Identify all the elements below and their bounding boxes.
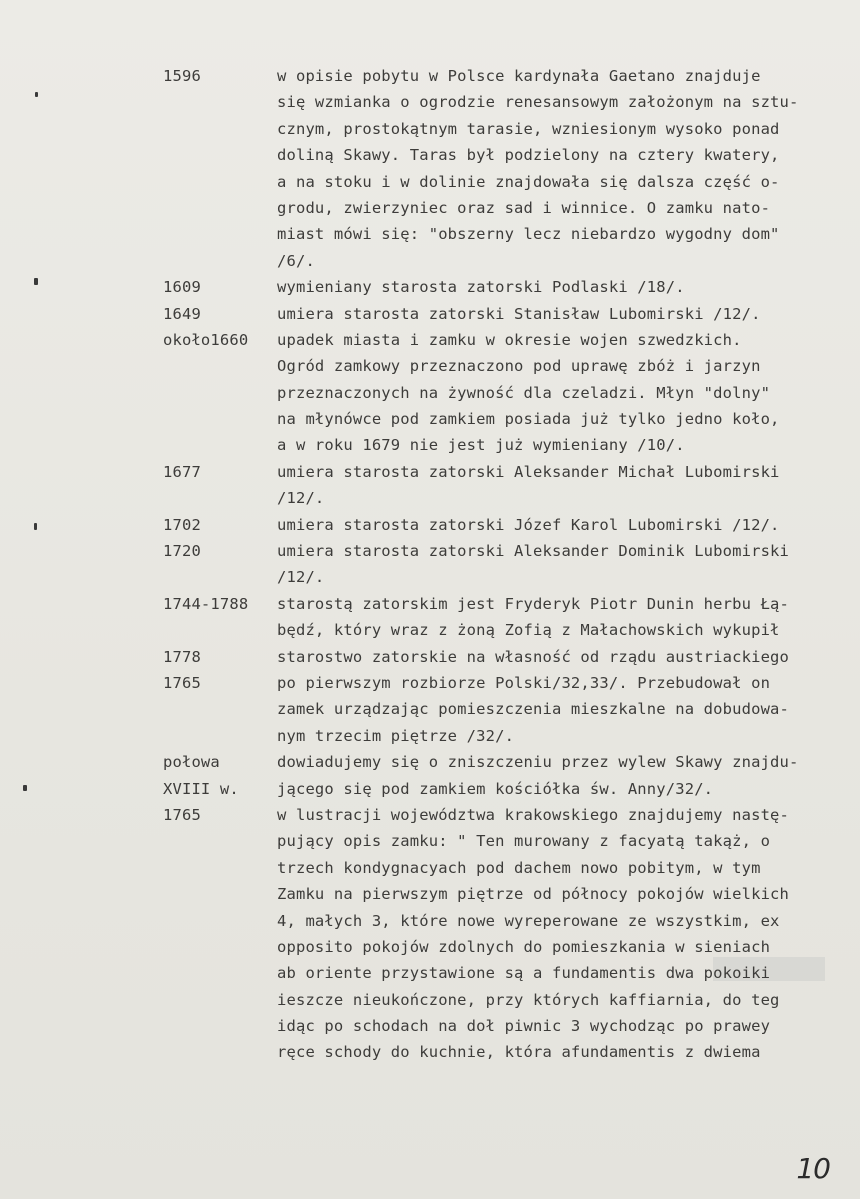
entry-line [0, 1039, 860, 1065]
entry-line [0, 855, 860, 881]
entry-line [0, 380, 860, 406]
entry-text: cznym, prostokątnym tarasie, wzniesionym wysoko ponad [277, 119, 780, 138]
entry-line [0, 960, 860, 986]
entry-text: po pierwszym rozbiorze Polski/32,33/. Przebudował on [277, 673, 771, 692]
entry-text: umiera starosta zatorski Stanisław Lubomirski /12/. [277, 304, 761, 323]
entry-line [0, 485, 860, 511]
entry-text: ręce schody do kuchnie, która afundamentis z dwiema [277, 1043, 761, 1062]
entry-line [0, 538, 860, 564]
entry-line [0, 1013, 860, 1039]
entry-line [0, 802, 860, 828]
entry-line [0, 934, 860, 960]
entry-line [0, 644, 860, 670]
entry-line [0, 908, 860, 934]
entry-text: przeznaczonych na żywność dla czeladzi. Młyn "dolny" [277, 383, 771, 402]
entry-line [0, 142, 860, 168]
entry-text: umiera starosta zatorski Józef Karol Lubomirski /12/. [277, 515, 780, 534]
entry-line [0, 89, 860, 115]
entry-date: 1720 [163, 542, 201, 561]
entry-line [0, 327, 860, 353]
entry-line [0, 221, 860, 247]
chronology-entry [0, 274, 860, 300]
chronology-entry [0, 802, 860, 1066]
entry-text: w opisie pobytu w Polsce kardynała Gaetano znajduje [277, 67, 761, 85]
entry-text: ab oriente przystawione są a fundamentis dwa pokoiki [277, 964, 771, 983]
entry-line [0, 987, 860, 1013]
entry-line [0, 63, 860, 89]
entry-text: a na stoku i w dolinie znajdowała się dalsza część o- [277, 172, 780, 191]
entry-line [0, 301, 860, 327]
entry-text: /6/. [277, 251, 315, 270]
entry-date: 1778 [163, 647, 201, 666]
entry-text: starostwo zatorskie na własność od rządu austriackiego [277, 647, 790, 666]
chronology-entry [0, 749, 860, 802]
chronology-entry [0, 301, 860, 327]
entry-date: 1649 [163, 304, 201, 323]
entry-date: 1765 [163, 805, 201, 824]
entry-line [0, 353, 860, 379]
chronology-list [0, 63, 860, 1066]
entry-date: 1744-1788 [163, 594, 249, 613]
entry-line [0, 512, 860, 538]
entry-text: /12/. [277, 489, 325, 508]
entry-text: wymieniany starosta zatorski Podlaski /18/. [277, 278, 685, 297]
entry-text: umiera starosta zatorski Aleksander Dominik Lubomirski [277, 542, 790, 561]
chronology-entry [0, 512, 860, 538]
entry-text: nym trzecim piętrze /32/. [277, 726, 515, 745]
entry-date: 1702 [163, 515, 201, 534]
entry-text: a w roku 1679 nie jest już wymieniany /10/. [277, 436, 685, 455]
entry-text: starostą zatorskim jest Fryderyk Piotr Dunin herbu Łą- [277, 594, 790, 613]
page-number: 10 [796, 1152, 830, 1185]
entry-line [0, 828, 860, 854]
entry-text: opposito pokojów zdolnych do pomieszkania w sieniach [277, 937, 771, 956]
entry-text: będź, który wraz z żoną Zofią z Małachowskich wykupił [277, 621, 780, 640]
entry-text: doliną Skawy. Taras był podzielony na cztery kwatery, [277, 146, 780, 165]
entry-text: ieszcze nieukończone, przy których kaffiarnia, do teg [277, 990, 780, 1009]
entry-text: zamek urządzając pomieszczenia mieszkalne na dobudowa- [277, 700, 790, 719]
chronology-entry [0, 63, 860, 274]
entry-text: pujący opis zamku: " Ten murowany z facyatą takąż, o [277, 832, 771, 851]
entry-line [0, 248, 860, 274]
entry-text: w lustracji województwa krakowskiego znajdujemy nastę- [277, 805, 790, 824]
entry-text: Ogród zamkowy przeznaczono pod uprawę zbóż i jarzyn [277, 357, 761, 376]
entry-date: 1596 [163, 67, 201, 85]
entry-text: umiera starosta zatorski Aleksander Michał Lubomirski [277, 462, 780, 481]
entry-text: 4, małych 3, które nowe wyreperowane ze wszystkim, ex [277, 911, 780, 930]
entry-line [0, 432, 860, 458]
entry-text: grodu, zwierzyniec oraz sad i winnice. O zamku nato- [277, 198, 771, 217]
entry-line [0, 591, 860, 617]
entry-line [0, 723, 860, 749]
entry-text: się wzmianka o ogrodzie renesansowym założonym na sztu- [277, 93, 799, 112]
entry-text: dowiadujemy się o zniszczeniu przez wylew Skawy znajdu- [277, 753, 799, 772]
entry-date: około1660 [163, 330, 249, 349]
entry-text: /12/. [277, 568, 325, 587]
chronology-entry [0, 327, 860, 459]
entry-date: 1677 [163, 462, 201, 481]
entry-line [0, 116, 860, 142]
entry-line [0, 169, 860, 195]
chronology-entry [0, 459, 860, 512]
entry-line [0, 776, 860, 802]
entry-text: jącego się pod zamkiem kościółka św. Anny/32/. [277, 779, 714, 798]
entry-text: trzech kondygnacyach pod dachem nowo pobitym, w tym [277, 858, 761, 877]
entry-date: połowa [163, 753, 220, 772]
entry-line [0, 881, 860, 907]
entry-line [0, 274, 860, 300]
entry-line [0, 564, 860, 590]
entry-text: na młynówce pod zamkiem posiada już tylko jedno koło, [277, 410, 780, 429]
entry-line [0, 670, 860, 696]
entry-date: 1765 [163, 673, 201, 692]
entry-date: XVIII w. [163, 779, 239, 798]
entry-line [0, 195, 860, 221]
entry-text: Zamku na pierwszym piętrze od północy pokojów wielkich [277, 885, 790, 904]
entry-text: upadek miasta i zamku w okresie wojen szwedzkich. [277, 330, 742, 349]
entry-line [0, 617, 860, 643]
entry-date: 1609 [163, 278, 201, 297]
chronology-entry [0, 591, 860, 749]
entry-line [0, 459, 860, 485]
entry-line [0, 749, 860, 775]
entry-line [0, 696, 860, 722]
entry-line [0, 406, 860, 432]
entry-text: miast mówi się: "obszerny lecz niebardzo wygodny dom" [277, 225, 780, 244]
entry-text: idąc po schodach na doł piwnic 3 wychodząc po prawey [277, 1017, 771, 1036]
chronology-entry [0, 538, 860, 591]
